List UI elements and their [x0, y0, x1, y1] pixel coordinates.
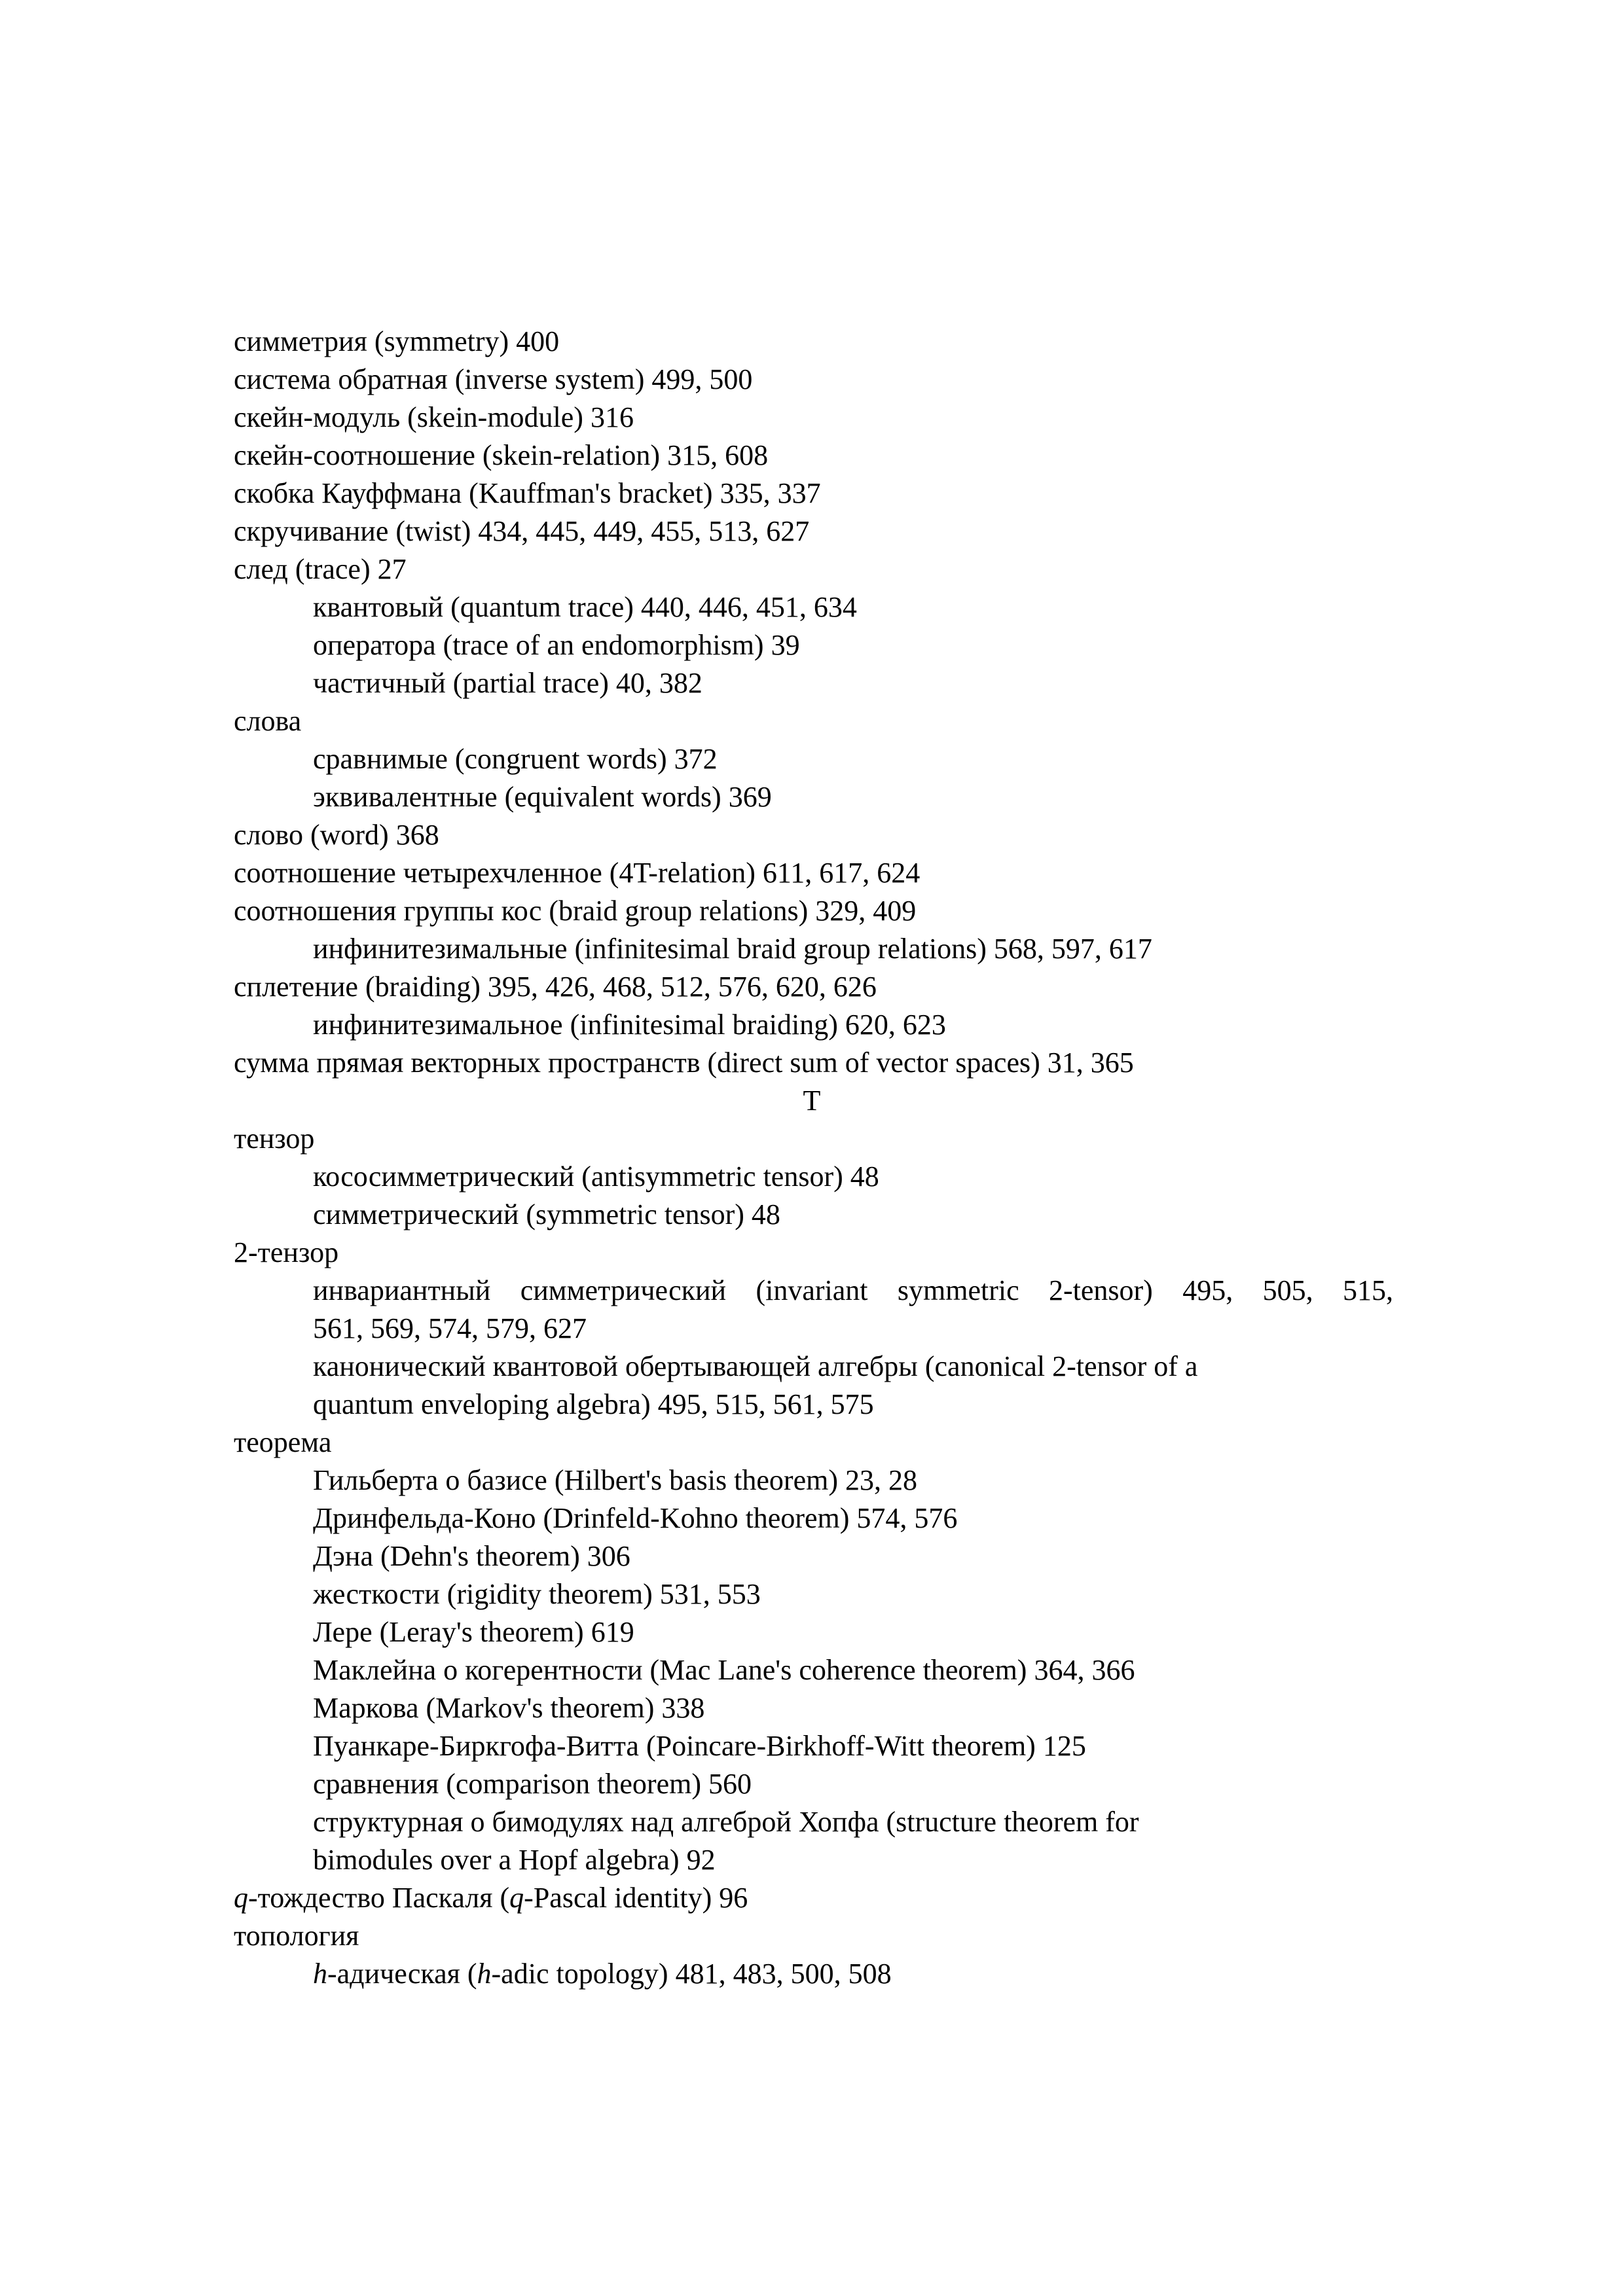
- italic-h: h: [313, 1958, 327, 1990]
- index-subentry: сравнения (comparison theorem) 560: [313, 1768, 752, 1800]
- index-subentry: Дэна (Dehn's theorem) 306: [313, 1540, 630, 1572]
- index-subentry: Дринфельда-Коно (Drinfeld-Kohno theorem) 574, 576: [313, 1502, 958, 1534]
- index-subentry: bimodules over a Hopf algebra) 92: [313, 1844, 716, 1876]
- italic-h: h: [477, 1958, 492, 1990]
- index-subentry: Гильберта о базисе (Hilbert's basis theorem) 23, 28: [313, 1464, 917, 1496]
- entry-text-part: -адическая (: [327, 1958, 477, 1990]
- index-entry: сплетение (braiding) 395, 426, 468, 512, 576, 620, 626: [234, 971, 877, 1003]
- index-entry-q-pascal: [234, 1879, 748, 1917]
- index-subentry: сравнимые (congruent words) 372: [313, 743, 718, 775]
- section-letter-heading: T: [803, 1085, 821, 1117]
- index-subentry: кососимметрический (antisymmetric tensor) 48: [313, 1160, 879, 1193]
- wrapped-line-1: канонический квантовой обертывающей алгебры (canonical 2-tensor of a: [313, 1350, 1198, 1382]
- index-entry: слова: [234, 705, 302, 737]
- index-subentry: Маркова (Markov's theorem) 338: [313, 1692, 705, 1724]
- index-subentry: квантовый (quantum trace) 440, 446, 451, 634: [313, 591, 857, 623]
- index-entry: система обратная (inverse system) 499, 500: [234, 363, 753, 395]
- index-entry: скейн-модуль (skein-module) 316: [234, 401, 634, 433]
- index-entry: соотношения группы кос (braid group relations) 329, 409: [234, 895, 917, 927]
- index-subentry: жесткости (rigidity theorem) 531, 553: [313, 1578, 761, 1610]
- index-subentry: структурная о бимодулях над алгеброй Хопфа (structure theorem for: [313, 1806, 1139, 1838]
- index-subentry: инфинитезимальное (infinitesimal braiding) 620, 623: [313, 1009, 946, 1041]
- index-entry: скейн-соотношение (skein-relation) 315, 608: [234, 439, 769, 471]
- index-entry: скручивание (twist) 434, 445, 449, 455, 513, 627: [234, 515, 810, 547]
- wrapped-line-1: инвариантный симметрический (invariant symmetric 2-tensor) 495, 505, 515,: [313, 1274, 1393, 1306]
- index-entry: сумма прямая векторных пространств (direct sum of vector spaces) 31, 365: [234, 1047, 1134, 1079]
- wrapped-line-2: quantum enveloping algebra) 495, 515, 561, 575: [313, 1388, 874, 1420]
- index-subentry: оператора (trace of an endomorphism) 39: [313, 629, 800, 661]
- italic-q: q: [234, 1882, 248, 1914]
- index-subentry-wrapped: [313, 1272, 1393, 1348]
- index-subentry: эквивалентные (equivalent words) 369: [313, 781, 772, 813]
- index-subentry-h-adic: [313, 1955, 892, 1993]
- entry-text-part: -adic topology) 481, 483, 500, 508: [491, 1958, 892, 1990]
- index-entry: слово (word) 368: [234, 819, 439, 851]
- index-entry: теорема: [234, 1426, 332, 1458]
- index-subentry: Лере (Leray's theorem) 619: [313, 1616, 634, 1648]
- index-subentry: частичный (partial trace) 40, 382: [313, 667, 702, 699]
- entry-text-part: -Pascal identity) 96: [524, 1882, 748, 1914]
- index-subentry-wrapped: [313, 1348, 1393, 1424]
- index-entry: симметрия (symmetry) 400: [234, 325, 560, 357]
- index-entry: след (trace) 27: [234, 553, 407, 585]
- index-subentry: Маклейна о когерентности (Mac Lane's coherence theorem) 364, 366: [313, 1654, 1135, 1686]
- index-entry: 2-тензор: [234, 1236, 339, 1268]
- index-subentry: инфинитезимальные (infinitesimal braid group relations) 568, 597, 617: [313, 933, 1152, 965]
- index-subentry: симметрический (symmetric tensor) 48: [313, 1198, 780, 1230]
- index-entry: соотношение четырехчленное (4T-relation) 611, 617, 624: [234, 857, 921, 889]
- italic-q: q: [509, 1882, 524, 1914]
- wrapped-line-2: 561, 569, 574, 579, 627: [313, 1312, 587, 1344]
- index-entry: топология: [234, 1920, 359, 1952]
- index-subentry: Пуанкаре-Биркгофа-Витта (Poincare-Birkhoff-Witt theorem) 125: [313, 1730, 1086, 1762]
- index-entry: тензор: [234, 1122, 315, 1155]
- index-entry: скобка Кауффмана (Kauffman's bracket) 335, 337: [234, 477, 821, 509]
- entry-text-part: -тождество Паскаля (: [248, 1882, 510, 1914]
